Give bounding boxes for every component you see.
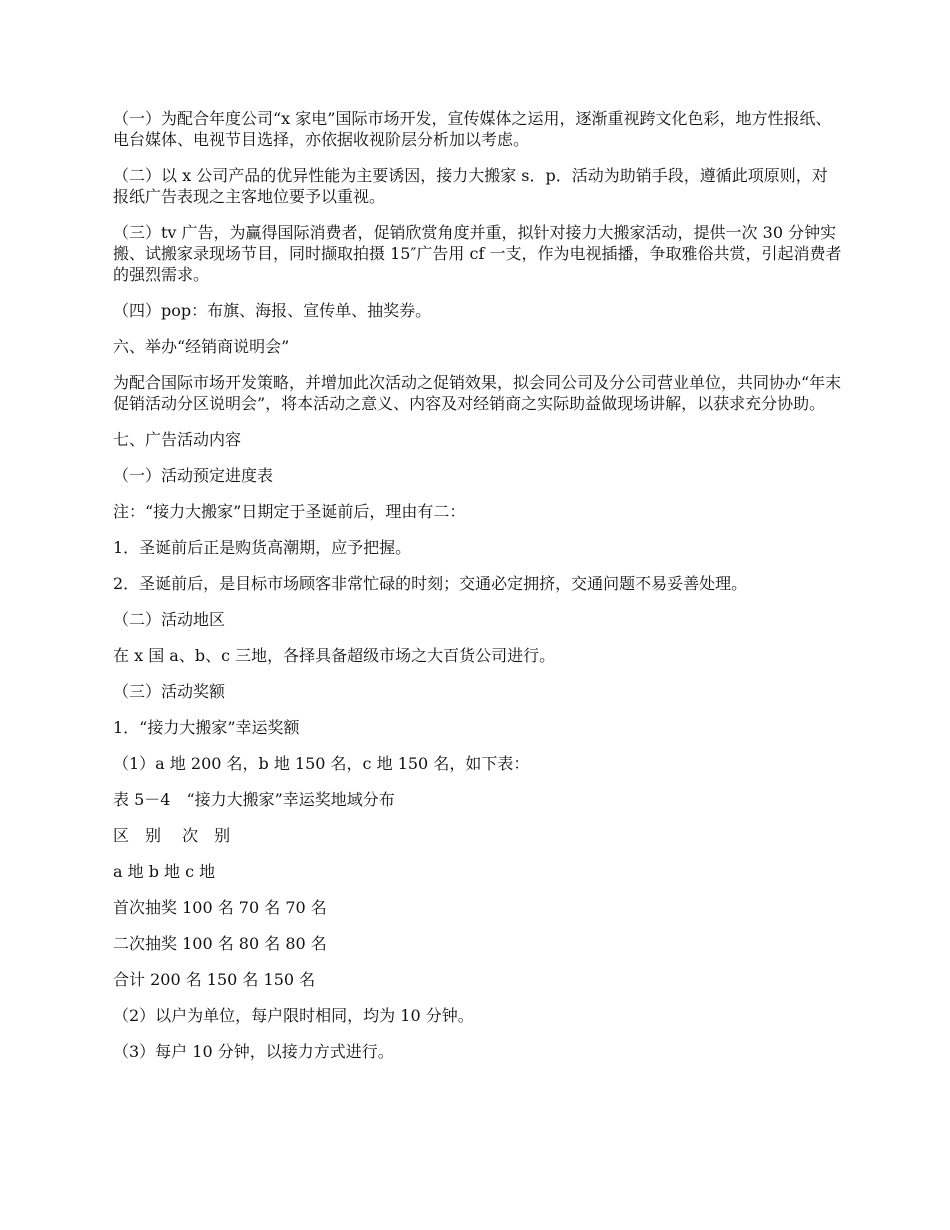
paragraph-note: 注：“接力大搬家”日期定于圣诞前后，理由有二：	[113, 502, 466, 521]
table-row-second-draw: 二次抽奖 100 名 80 名 80 名	[113, 934, 327, 953]
paragraph-region: 在 x 国 a、b、c 三地，各择具备超级市场之大百货公司进行。	[113, 646, 556, 665]
paragraph-dealer-meeting: 为配合国际市场开发策略，并增加此次活动之促销效果，拟会同公司及分公司营业单位，共同协办“年末促销活动分区说明会”，将本活动之意义、内容及对经销商之实际助益做现场讲解，以获求充分协助。	[113, 373, 842, 413]
table-row-first-draw: 首次抽奖 100 名 70 名 70 名	[113, 898, 327, 917]
paragraph-newspaper-ads: （二）以 x 公司产品的优异性能为主要诱因，接力大搬家 s．p．活动为助销手段，遵循此项原则，对报纸广告表现之主客地位要予以重视。	[113, 166, 828, 206]
list-item-reason-1: 1．圣诞前后正是购货高潮期，应予把握。	[113, 538, 412, 557]
table-row-total: 合计 200 名 150 名 150 名	[113, 970, 316, 989]
subheading-prizes: （三）活动奖额	[113, 682, 226, 701]
table-header-regions: a 地 b 地 c 地	[113, 862, 216, 881]
list-item-lucky-prizes: 1．“接力大搬家”幸运奖额	[113, 718, 300, 737]
paragraph-pop: （四）pop：布旗、海报、宣传单、抽奖券。	[113, 301, 432, 320]
paragraph-media-strategy: （一）为配合年度公司“x 家电”国际市场开发，宣传媒体之运用，逐渐重视跨文化色彩，地方性报纸、电台媒体、电视节目选择，亦依据收视阶层分析加以考虑。	[113, 109, 832, 149]
subheading-region: （二）活动地区	[113, 610, 226, 629]
table-caption: 表 5－4 “接力大搬家”幸运奖地域分布	[113, 790, 395, 809]
paragraph-prize-allocation: （1）a 地 200 名，b 地 150 名，c 地 150 名，如下表：	[113, 754, 530, 773]
section-heading-dealer-meeting: 六、举办“经销商说明会”	[113, 337, 290, 356]
document-body	[113, 108, 843, 1077]
subheading-schedule: （一）活动预定进度表	[113, 466, 274, 485]
paragraph-relay-method: （3）每户 10 分钟，以接力方式进行。	[113, 1042, 394, 1061]
paragraph-per-household: （2）以户为单位，每户限时相同，均为 10 分钟。	[113, 1006, 474, 1025]
paragraph-tv-ads: （三）tv 广告，为赢得国际消费者，促销欣赏角度并重，拟针对接力大搬家活动，提供一次 30 分钟实搬、试搬家录现场节目，同时撷取拍摄 15″广告用 cf 一支，作为电视插播，争取雅俗共赏，引起消费者的强烈需求。	[113, 223, 842, 284]
list-item-reason-2: 2．圣诞前后，是目标市场顾客非常忙碌的时刻；交通必定拥挤，交通问题不易妥善处理。	[113, 574, 748, 593]
table-header-row: 区 别 次 别	[113, 826, 231, 845]
section-heading-ad-content: 七、广告活动内容	[113, 430, 242, 449]
